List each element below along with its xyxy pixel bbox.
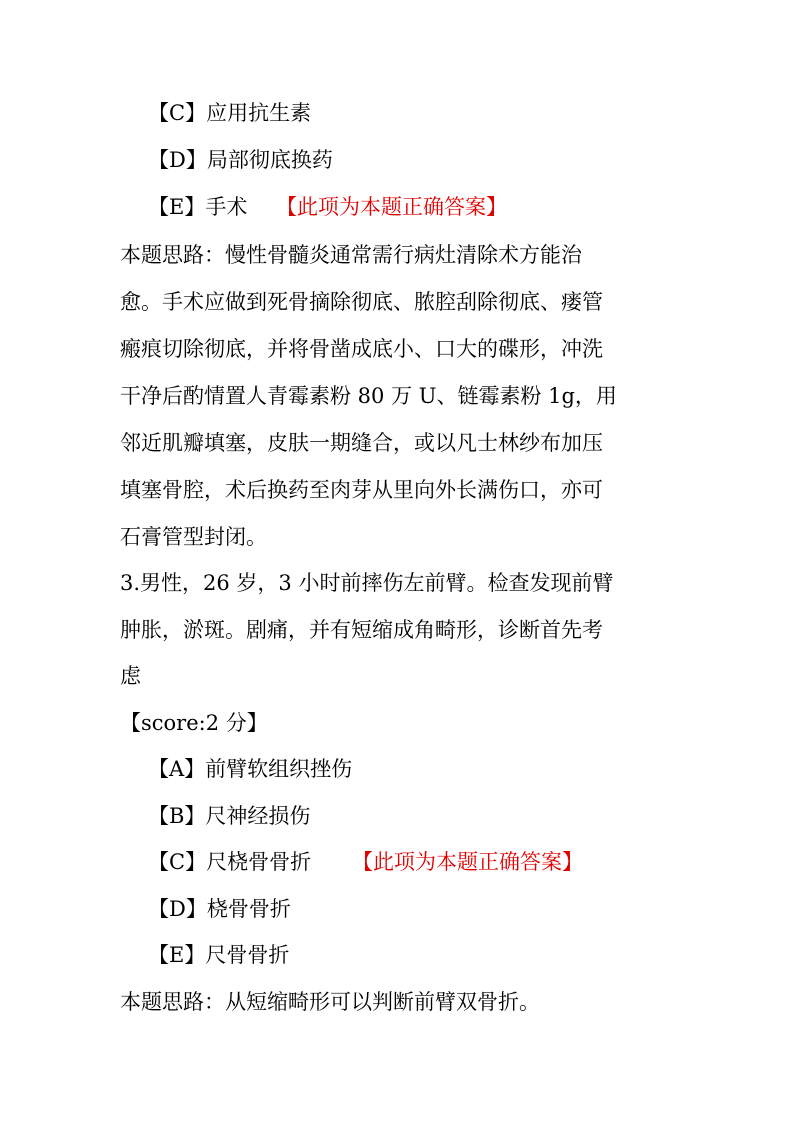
- q2-explanation-line-1: 本题思路：慢性骨髓炎通常需行病灶清除术方能治: [120, 243, 582, 267]
- q3-option-d: 【D】桡骨骨折: [148, 897, 291, 921]
- q3-question-line-2: 肿胀，淤斑。剧痛，并有短缩成角畸形，诊断首先考: [120, 618, 603, 642]
- q2-explanation-line-7: 石膏管型封闭。: [120, 525, 267, 549]
- q2-explanation-line-5: 邻近肌瓣填塞，皮肤一期缝合，或以凡士林纱布加压: [120, 431, 603, 455]
- q2-explanation-line-3: 瘢痕切除彻底，并将骨凿成底小、口大的碟形，冲洗: [120, 337, 603, 361]
- q3-option-e: 【E】尺骨骨折: [148, 943, 290, 967]
- q3-question-line-3: 虑: [120, 664, 141, 688]
- q2-correct-answer-mark: 【此项为本题正确答案】: [276, 195, 507, 219]
- q3-explanation: 本题思路：从短缩畸形可以判断前臂双骨折。: [120, 990, 540, 1014]
- q3-correct-answer-mark: 【此项为本题正确答案】: [352, 850, 583, 874]
- q2-option-d: 【D】局部彻底换药: [148, 148, 333, 172]
- q2-option-c: 【C】应用抗生素: [148, 101, 312, 125]
- q3-option-a: 【A】前臂软组织挫伤: [148, 757, 353, 781]
- q3-score: 【score:2 分】: [120, 711, 268, 735]
- q3-question-line-1: 3.男性，26 岁，3 小时前摔伤左前臂。检查发现前臂: [120, 571, 614, 595]
- q2-explanation-line-4: 干净后酌情置人青霉素粉 80 万 U、链霉素粉 1g，用: [120, 384, 617, 408]
- q2-explanation-line-2: 愈。手术应做到死骨摘除彻底、脓腔刮除彻底、瘘管: [120, 290, 603, 314]
- q2-option-e: 【E】手术: [148, 195, 248, 219]
- q2-explanation-line-6: 填塞骨腔，术后换药至肉芽从里向外长满伤口，亦可: [120, 478, 603, 502]
- q3-option-c: 【C】尺桡骨骨折: [148, 850, 312, 874]
- q3-option-b: 【B】尺神经损伤: [148, 804, 311, 828]
